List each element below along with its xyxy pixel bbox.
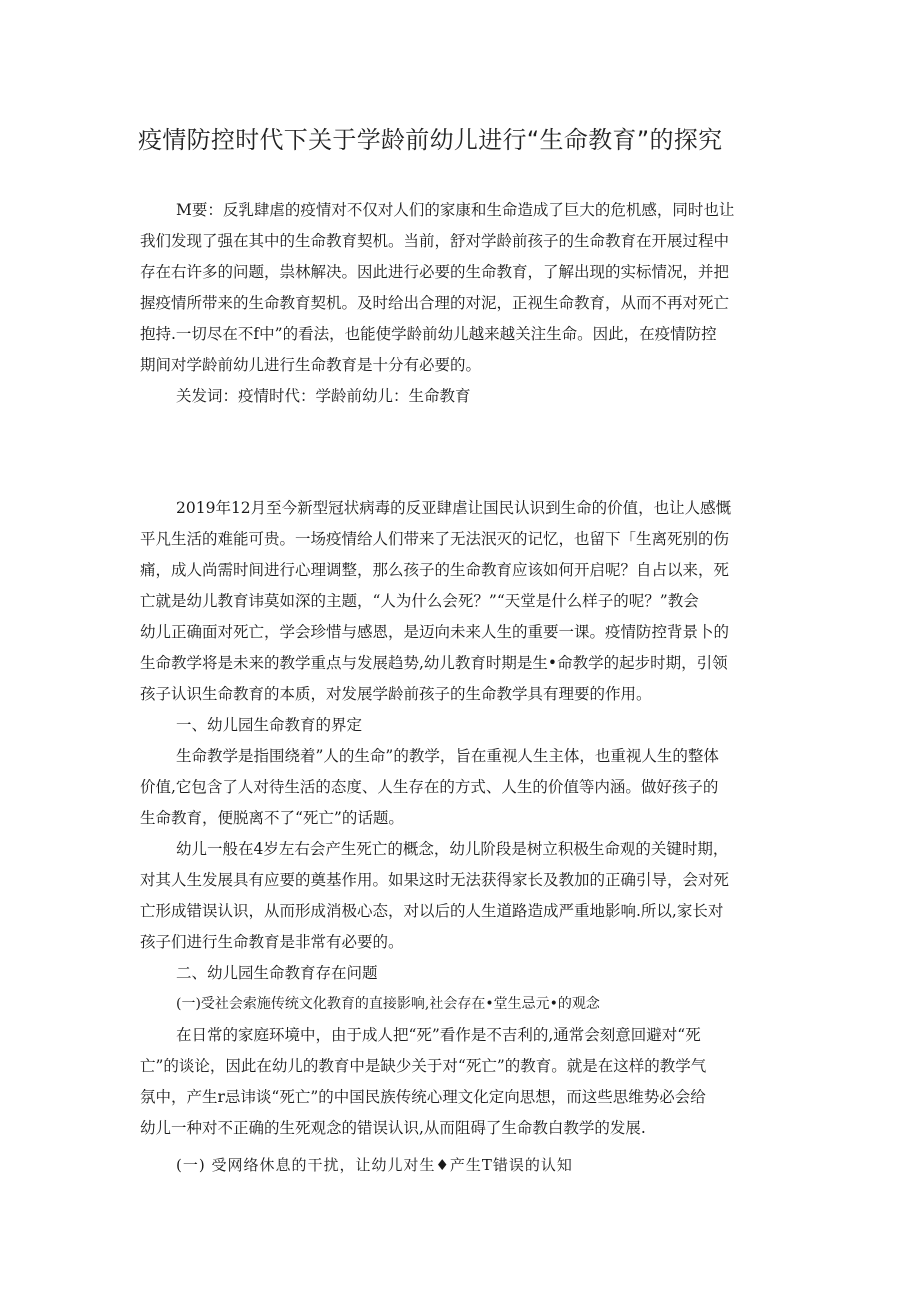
- abstract-line: 期间对学龄前幼儿进行生命教育是十分有必要的。: [140, 356, 482, 374]
- section2-line: 亡”的谈论，因此在幼儿的教育中是缺少关于对“死亡”的教育。就是在这样的教学气: [140, 1057, 707, 1075]
- abstract-section: [140, 195, 780, 412]
- section-heading-2: 二、幼儿园生命教育存在问题: [176, 964, 378, 982]
- abstract-line: M要：反乳肆虐的疫情对不仅对人们的家康和生命造成了巨大的危机感，同时也让: [176, 201, 735, 219]
- abstract-line: 存在右许多的问题，祟林解决。因此进行必要的生命教育，了解出现的实标情况，并把: [140, 263, 730, 281]
- section2-line: 幼儿一种对不正确的生死观念的错误认识,从而阻碍了生命教白教学的发展.: [140, 1119, 646, 1137]
- intro-line: 生命教学将是未来的教学重点与发展趋势,幼儿教育时期是生•命教学的起步时期，引领: [140, 654, 728, 672]
- section1-line: 幼儿一般在4岁左右会产生死亡的概念，幼儿阶段是树立积极生命观的关键时期，: [176, 840, 729, 858]
- abstract-line: 握疫情所带来的生命教育契机。及时给出合理的对泥，正视生命教育，从而不再对死亡: [140, 294, 730, 312]
- document-title: 疫情防控时代下关于学龄前幼儿进行“生命教育”的探究: [138, 126, 723, 154]
- section1-line: 亡形成错误认识，从而形成消极心态，对以后的人生道路造成严重地影响.所以,家长对: [140, 902, 724, 920]
- intro-line: 平凡生活的难能可贵。一场疫情给人们带来了无法泯灭的记忆，也留下「生离死别的伤: [140, 530, 730, 548]
- section2-line: 氛中，产生r忌讳谈“死亡”的中国民族传统心理文化定向思想，而这些思维势必会给: [140, 1088, 706, 1106]
- keywords: 关发词：疫情时代：学龄前幼儿：生命教育: [176, 387, 471, 405]
- intro-line: 2019年12月至今新型冠状病毒的反亚肆虐让国民认识到生命的价值，也让人感慨: [176, 499, 732, 517]
- abstract-line: 我们发现了强在其中的生命教育契机。当前，舒对学龄前孩子的生命教育在开展过程中: [140, 232, 730, 250]
- section1-line: 对其人生发展具有应要的奠基作用。如果这时无法获得家长及教加的正确引导，会对死: [140, 871, 730, 889]
- intro-line: 幼儿正确面对死亡，学会珍惜与感恩，是迈向未来人生的重要一课。疫情防控背景卜的: [140, 623, 730, 641]
- section2-line: 在日常的家庭环境中，由于成人把“死”看作是不吉利的,通常会刻意回避对“死: [176, 1026, 701, 1044]
- intro-line: 亡就是幼儿教育讳莫如深的主题，“人为什么会死？”“天堂是什么样子的呢？”教会: [140, 592, 699, 610]
- section-heading-1: 一、幼儿园生命教育的界定: [176, 716, 363, 734]
- intro-line: 痛，成人尚需时间进行心理调整，那么孩子的生命教育应该如何开启呢？自占以来，死: [140, 561, 730, 579]
- section1-line: 价值,它包含了人对待生活的态度、人生存在的方式、人生的价值等内涵。做好孩子的: [140, 778, 719, 796]
- section1-line: 生命教学是指围绕着”人的生命”的教学，旨在重视人生主体，也重视人生的整体: [176, 747, 719, 765]
- section1-line: 生命教育，便脱离不了“死亡”的话题。: [140, 809, 404, 827]
- abstract-line: 抱持.一切尽在不f中”的看法，也能使学龄前幼儿越来越关注生命。因此，在疫情防控: [140, 325, 717, 343]
- section1-line: 孩子们进行生命教育是非常有必要的。: [140, 933, 404, 951]
- subsection-heading-2: (一) 受网络休息的干扰，让幼儿对生♦产生T错误的认知: [176, 1156, 573, 1174]
- subsection-heading-1: (一)受社会索施传统文化教育的直接影响,社会存在•堂生忌元•的观念: [176, 996, 600, 1012]
- intro-section: [140, 493, 780, 1181]
- intro-line: 孩子认识生命教育的本质，对发展学龄前孩子的生命教学具有理要的作用。: [140, 685, 652, 703]
